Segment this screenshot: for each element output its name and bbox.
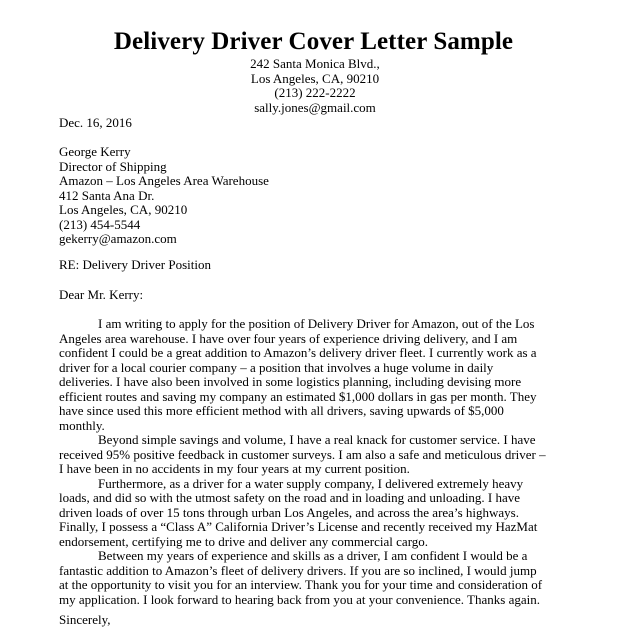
sender-address-block	[160, 57, 470, 115]
body-line: Angeles area warehouse. I have over four years of experience driving delivery, and I am	[59, 330, 518, 346]
document-title: Delivery Driver Cover Letter Sample	[113, 28, 514, 55]
body-line: Furthermore, as a driver for a water supply company, I delivered extremely heavy	[98, 475, 524, 491]
body-line: I have been in no accidents in my four years at my current position.	[59, 461, 410, 476]
body-line: Beyond simple savings and volume, I have a real knack for customer service. I have	[98, 432, 536, 447]
body-line: deliveries. I have also been involved in some logistics planning, including devising more	[59, 374, 522, 389]
letter-body	[59, 317, 571, 607]
recipient-title: Director of Shipping	[59, 158, 167, 174]
letter-date: Dec. 16, 2016	[59, 115, 132, 130]
body-line: driver for a local courier company – a position that involves a huge volume in daily	[59, 359, 494, 375]
subject-line: RE: Delivery Driver Position	[59, 257, 212, 272]
body-line: efficient routes and saving my company an estimated $1,000 dollars in gas per month. They	[59, 388, 537, 404]
body-line: my application. I look forward to hearing back from you at your convenience. Thanks again.	[59, 591, 540, 607]
sender-city: Los Angeles, CA, 90210	[250, 70, 380, 86]
sender-phone: (213) 222-2222	[274, 85, 356, 100]
body-line: Between my years of experience and skills as a driver, I am confident I would be a	[98, 548, 528, 563]
recipient-phone: (213) 454-5544	[59, 216, 141, 232]
sender-street: 242 Santa Monica Blvd.,	[250, 56, 380, 71]
body-line: driven loads of over 15 tons through urban Los Angeles, and across the area’s highways.	[59, 504, 519, 520]
body-line: fantastic addition to Amazon’s fleet of delivery drivers. If you are so inclined, I would jump	[59, 562, 537, 578]
recipient-address-block	[59, 145, 269, 247]
recipient-name: George Kerry	[59, 144, 131, 159]
recipient-city: Los Angeles, CA, 90210	[59, 202, 188, 217]
recipient-email: gekerry@amazon.com	[59, 231, 177, 246]
body-line: at the opportunity to visit you for an interview. Thank you for your time and consideration of	[59, 577, 543, 592]
recipient-street: 412 Santa Ana Dr.	[59, 187, 155, 203]
body-line: monthly.	[59, 417, 105, 433]
salutation: Dear Mr. Kerry:	[59, 287, 144, 302]
body-line: Finally, I possess a “Class A” California Driver’s License and recently received my HazMat	[59, 519, 538, 534]
body-line: confident I could be a great addition to Amazon’s delivery driver fleet. I currently work as a	[59, 345, 537, 360]
body-line: endorsement, certifying me to drive and deliver any commercial cargo.	[59, 533, 429, 549]
body-line: have since used this more efficient method with all drivers, saving upwards of $5,000	[59, 403, 504, 418]
body-line: I am writing to apply for the position of Delivery Driver for Amazon, out of the Los	[98, 316, 535, 331]
body-line: loads, and did so with the utmost safety on the road and in loading and unloading. I have	[59, 490, 521, 505]
body-line: received 95% positive feedback in customer surveys. I am also a safe and meticulous driver –	[59, 446, 546, 462]
sender-email: sally.jones@gmail.com	[254, 99, 376, 115]
closing: Sincerely,	[59, 612, 111, 627]
recipient-company: Amazon – Los Angeles Area Warehouse	[59, 173, 269, 188]
